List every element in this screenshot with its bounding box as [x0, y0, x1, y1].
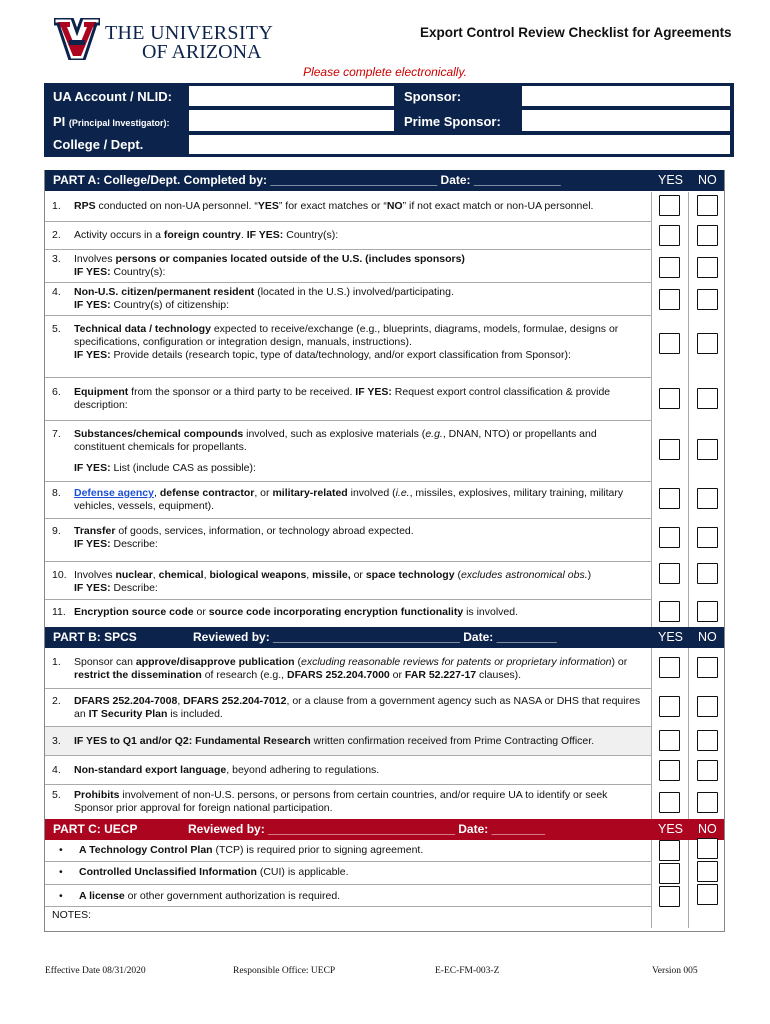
item-number: 1.	[52, 200, 61, 212]
b2-no-checkbox[interactable]	[697, 696, 718, 717]
logo-text-line2: OF ARIZONA	[142, 41, 262, 63]
pi-label-sub: (Principal Investigator):	[68, 118, 170, 128]
b2-yes-checkbox[interactable]	[659, 696, 680, 717]
a6-yes-checkbox[interactable]	[659, 388, 680, 409]
item-number: 5.	[52, 789, 61, 801]
item-text: is included.	[167, 708, 223, 720]
row-divider	[45, 784, 651, 785]
item-bold: DFARS 252.204-7012	[183, 695, 287, 707]
item-bold: Non-U.S. citizen/permanent resident	[74, 286, 255, 298]
item-bold: Transfer	[74, 525, 116, 537]
item-bold: RPS	[74, 200, 96, 212]
footer-office: Responsible Office: UECP	[233, 966, 336, 976]
a2-no-checkbox[interactable]	[697, 225, 718, 246]
item-bold: nuclear	[115, 569, 153, 581]
item-text: Activity occurs in a	[74, 229, 164, 241]
item-text: from the sponsor or a third party to be received.	[128, 386, 356, 398]
item-text: Provide details (research topic, type of data/technology, and/or export classification from Sponsor):	[110, 349, 571, 361]
a11-no-checkbox[interactable]	[697, 601, 718, 622]
item-text: ,	[152, 569, 159, 581]
sponsor-label: Sponsor:	[404, 89, 462, 104]
part-b-title: PART B: SPCS	[53, 630, 137, 644]
item-text: ,	[177, 695, 184, 707]
pi-field[interactable]	[189, 110, 394, 131]
row-divider	[45, 561, 651, 562]
item-number: 9.	[52, 525, 61, 537]
item-text: (	[454, 569, 461, 581]
item-bold: IT Security Plan	[88, 708, 168, 720]
item-text: Sponsor can	[74, 656, 136, 668]
item-text: Request export control classification & provide description:	[74, 386, 611, 411]
item-text: is involved.	[463, 606, 519, 618]
item-number: 4.	[52, 764, 61, 776]
item-text: ,	[153, 487, 160, 499]
footer-effective-date: Effective Date 08/31/2020	[45, 966, 146, 976]
item-bold: IF YES:	[246, 229, 284, 241]
item-bold: military-related	[272, 487, 348, 499]
item-bold: A Technology Control Plan	[79, 844, 213, 856]
item-bold: persons or companies located outside of the U.S. (includes sponsors)	[115, 253, 465, 265]
item-bold: NO	[386, 200, 403, 212]
item-bold: biological weapons	[209, 569, 307, 581]
logo-text-line1: THE UNIVERSITY	[105, 22, 274, 44]
item-text: , beyond adhering to regulations.	[226, 764, 380, 776]
item-text: ,	[203, 569, 210, 581]
row-divider	[45, 599, 651, 600]
item-text: , or	[254, 487, 273, 499]
item-text: or	[193, 606, 209, 618]
footer-version: Version 005	[652, 966, 698, 976]
checklist-table	[44, 170, 725, 932]
complete-electronically-notice: Please complete electronically.	[303, 65, 467, 79]
b5-yes-checkbox[interactable]	[659, 792, 680, 813]
a9-yes-checkbox[interactable]	[659, 527, 680, 548]
item-bold: IF YES to Q1 and/or Q2: Fundamental Research	[74, 735, 311, 747]
item-number: 3.	[52, 735, 61, 747]
no-column-divider	[688, 192, 689, 928]
account-label: UA Account / NLID:	[53, 89, 172, 104]
college-field[interactable]	[189, 135, 730, 154]
university-logo-mark	[54, 18, 100, 60]
bullet-icon: •	[59, 866, 63, 878]
item-italic: excluding reasonable reviews for patents or proprietary information	[301, 656, 612, 668]
c3-no-checkbox[interactable]	[697, 884, 718, 905]
item-number: 1.	[52, 656, 61, 668]
account-field[interactable]	[189, 86, 394, 106]
a3-yes-checkbox[interactable]	[659, 257, 680, 278]
item-number: 2.	[52, 229, 61, 241]
a11-yes-checkbox[interactable]	[659, 601, 680, 622]
b3-yes-checkbox[interactable]	[659, 730, 680, 751]
item-number: 8.	[52, 487, 61, 499]
row-divider	[45, 481, 651, 482]
b4-no-checkbox[interactable]	[697, 760, 718, 781]
item-text: of research (e.g.,	[201, 669, 288, 681]
item-text: or other government authorization is required.	[124, 890, 341, 902]
a7-no-checkbox[interactable]	[697, 439, 718, 460]
row-divider	[45, 861, 651, 862]
part-a-header	[45, 170, 724, 191]
item-text: conducted on non-UA personnel. “	[95, 200, 258, 212]
row-divider	[45, 688, 651, 689]
item-text: (TCP) is required prior to signing agreement.	[212, 844, 424, 856]
notes-text: NOTES:	[52, 909, 92, 921]
part-a-yes-header: YES	[658, 173, 684, 187]
part-c-yes-header: YES	[658, 822, 684, 836]
item-bold: space technology	[365, 569, 455, 581]
row-divider	[45, 906, 651, 907]
item-text: Involves	[74, 569, 116, 581]
part-b-no-header: NO	[698, 630, 717, 644]
item-number: 6.	[52, 386, 61, 398]
item-bold: chemical	[158, 569, 204, 581]
part-b-reviewed: Reviewed by: ____________________________ Date: _________	[193, 630, 557, 644]
item-bold: restrict the dissemination	[74, 669, 202, 681]
item-italic: excludes astronomical obs.	[460, 569, 588, 581]
row-divider	[45, 420, 651, 421]
a3-no-checkbox[interactable]	[697, 257, 718, 278]
item-text: (	[294, 656, 301, 668]
item-text: , DNAN, NTO) or propellants and constituent chemicals for propellants.	[74, 428, 597, 453]
part-c-header	[45, 819, 724, 840]
row-divider	[45, 315, 651, 316]
item-text: (located in the U.S.) involved/participating.	[254, 286, 454, 298]
item-number: 7.	[52, 428, 61, 440]
item-italic: e.g.	[425, 428, 443, 440]
item-bold: defense contractor	[159, 487, 255, 499]
item-bold: Encryption source code	[74, 606, 194, 618]
part-c-title: PART C: UECP	[53, 822, 138, 836]
b1-no-checkbox[interactable]	[697, 657, 718, 678]
item-bold: Equipment	[74, 386, 129, 398]
item-bold: YES	[257, 200, 279, 212]
item-text: ) or	[611, 656, 628, 668]
sponsor-field[interactable]	[522, 86, 730, 106]
item-bold: source code incorporating encryption functionality	[208, 606, 464, 618]
agreement-info-box	[44, 83, 734, 157]
item-bold: Technical data / technology	[74, 323, 211, 335]
part-c-reviewed: Reviewed by: ____________________________ Date: ________	[188, 822, 545, 836]
a1-no-checkbox[interactable]	[697, 195, 718, 216]
item-bold: DFARS 252.204.7000	[287, 669, 390, 681]
bullet-icon: •	[59, 844, 63, 856]
part-a-title: PART A: College/Dept. Completed by: _________________________ Date: _____________	[53, 173, 561, 187]
a9-no-checkbox[interactable]	[697, 527, 718, 548]
pi-label	[53, 114, 169, 129]
row-divider	[45, 884, 651, 885]
item-text: clauses).	[476, 669, 522, 681]
item-text: written confirmation received from Prime Contracting Officer.	[310, 735, 595, 747]
item-text: List (include CAS as possible):	[110, 462, 256, 474]
a2-yes-checkbox[interactable]	[659, 225, 680, 246]
item-number: 10.	[52, 569, 67, 581]
item-text: of goods, services, information, or technology abroad expected.	[115, 525, 414, 537]
part-b-yes-header: YES	[658, 630, 684, 644]
college-label: College / Dept.	[53, 137, 144, 152]
item-bold: IF YES:	[74, 349, 111, 361]
row-divider	[45, 377, 651, 378]
part-a-no-header: NO	[698, 173, 717, 187]
document-title: Export Control Review Checklist for Agreements	[420, 25, 732, 40]
c3-yes-checkbox[interactable]	[659, 886, 680, 907]
row-divider	[45, 518, 651, 519]
item-italic: i.e.	[395, 487, 410, 499]
yes-column-divider	[651, 192, 652, 928]
item-bold: IF YES:	[74, 299, 111, 311]
a5-no-checkbox[interactable]	[697, 333, 718, 354]
item-bold: FAR 52.227-17	[404, 669, 477, 681]
item-text: involved (	[347, 487, 396, 499]
item-text: )	[587, 569, 592, 581]
item-text: involvement of non-U.S. persons, or persons from certain countries, and/or require UA to identify or seek Sponsor prior approval for foreign national participation.	[74, 789, 608, 814]
item-text: ” if not exact match or non-UA personnel.	[402, 200, 594, 212]
a1-yes-checkbox[interactable]	[659, 195, 680, 216]
item-bold: Prohibits	[74, 789, 120, 801]
item-text: expected to receive/exchange (e.g., blueprints, diagrams, models, formulae, designs or specifications, configuration or integration design, manuals, instructions).	[74, 323, 619, 348]
a4-no-checkbox[interactable]	[697, 289, 718, 310]
row-divider	[45, 282, 651, 283]
b3-no-checkbox[interactable]	[697, 730, 718, 751]
item-text: Involves	[74, 253, 116, 265]
item-text: ” for exact matches or “	[278, 200, 387, 212]
item-bold: IF YES:	[74, 582, 111, 594]
defense-agency-link[interactable]: Defense agency	[74, 487, 154, 499]
item-text: Country(s):	[110, 266, 166, 278]
item-text: .	[240, 229, 247, 241]
row-divider	[45, 249, 651, 250]
item-bold: IF YES:	[74, 462, 111, 474]
item-bold: missile,	[312, 569, 351, 581]
item-text: involved, such as explosive materials (	[243, 428, 426, 440]
item-number: 3.	[52, 253, 61, 265]
a5-yes-checkbox[interactable]	[659, 333, 680, 354]
item-number: 11.	[52, 606, 66, 618]
part-c-no-header: NO	[698, 822, 717, 836]
a7-yes-checkbox[interactable]	[659, 439, 680, 460]
part-b-header	[45, 627, 724, 648]
row-divider	[45, 221, 651, 222]
item-text: ,	[306, 569, 313, 581]
pi-label-text: PI	[53, 114, 66, 129]
item-text: , or a clause from a government agency such as NASA or DHS that requires an	[74, 695, 641, 720]
c1-no-checkbox[interactable]	[697, 838, 718, 859]
item-text: Country(s):	[283, 229, 339, 241]
a10-no-checkbox[interactable]	[697, 563, 718, 584]
item-bold: A license	[79, 890, 125, 902]
item-text: (CUI) is applicable.	[256, 866, 349, 878]
c2-no-checkbox[interactable]	[697, 861, 718, 882]
bullet-icon: •	[59, 890, 63, 902]
row-divider	[45, 755, 651, 756]
b1-yes-checkbox[interactable]	[659, 657, 680, 678]
item-text: or	[389, 669, 405, 681]
item-bold: IF YES:	[355, 386, 392, 398]
item-bold: Controlled Unclassified Information	[79, 866, 257, 878]
a4-yes-checkbox[interactable]	[659, 289, 680, 310]
item-bold: IF YES:	[74, 266, 111, 278]
prime-sponsor-label: Prime Sponsor:	[404, 114, 501, 129]
b4-yes-checkbox[interactable]	[659, 760, 680, 781]
item-text: Describe:	[110, 582, 158, 594]
item-bold: DFARS 252.204-7008	[74, 695, 178, 707]
item-bold: Substances/chemical compounds	[74, 428, 244, 440]
item-number: 4.	[52, 286, 61, 298]
c1-yes-checkbox[interactable]	[659, 840, 680, 861]
item-text: , missiles, explosives, military training, military vehicles, vessels, equipment).	[74, 487, 624, 512]
item-bold: approve/disapprove publication	[135, 656, 295, 668]
item-text: or	[350, 569, 366, 581]
a6-no-checkbox[interactable]	[697, 388, 718, 409]
item-number: 5.	[52, 323, 61, 335]
prime-sponsor-field[interactable]	[522, 110, 730, 131]
item-text: Country(s) of citizenship:	[110, 299, 230, 311]
item-number: 2.	[52, 695, 61, 707]
item-bold: IF YES:	[74, 538, 111, 550]
b5-no-checkbox[interactable]	[697, 792, 718, 813]
c2-yes-checkbox[interactable]	[659, 863, 680, 884]
item-bold: Non-standard export language	[74, 764, 227, 776]
a8-no-checkbox[interactable]	[697, 488, 718, 509]
a10-yes-checkbox[interactable]	[659, 563, 680, 584]
item-text: Describe:	[110, 538, 158, 550]
a8-yes-checkbox[interactable]	[659, 488, 680, 509]
item-bold: foreign country	[163, 229, 241, 241]
footer-form-code: E-EC-FM-003-Z	[435, 966, 500, 976]
